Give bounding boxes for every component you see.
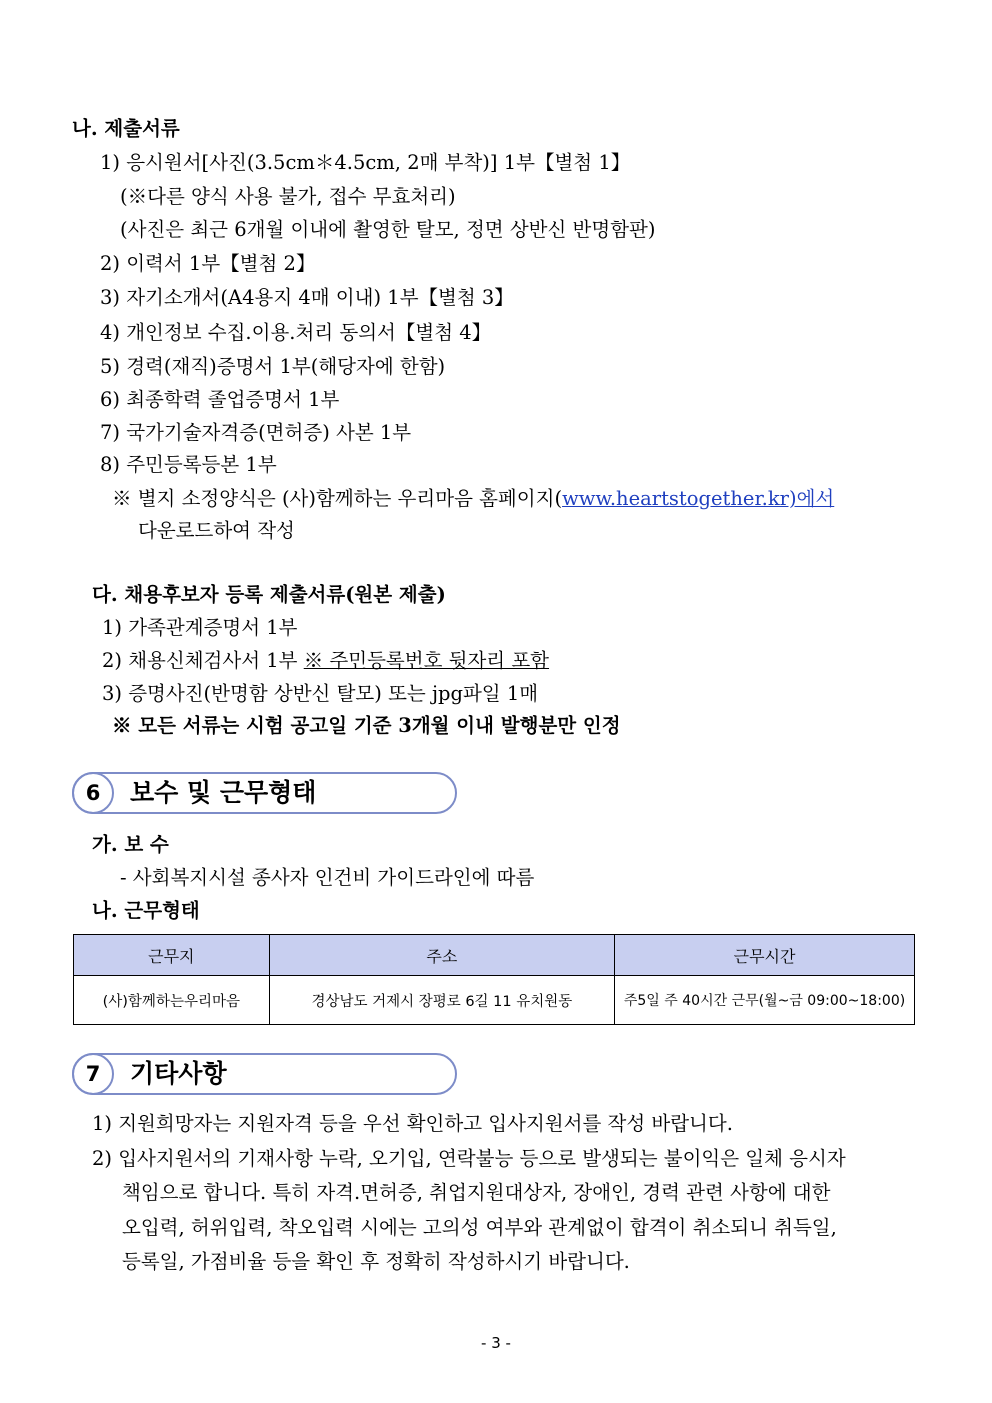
validity-notice: ※ 모든 서류는 시험 공고일 기준 3개월 이내 발행분만 인정 xyxy=(112,714,621,737)
underlined-note: ※ 주민등록번호 뒷자리 포함 xyxy=(303,649,550,672)
homepage-link[interactable]: www.heartstogether.kr)에서 xyxy=(562,487,835,510)
section-number: 7 xyxy=(72,1053,114,1095)
list-item-text: 2) 채용신체검사서 1부 xyxy=(102,649,304,672)
section-number: 6 xyxy=(72,772,114,814)
heading-submission-documents: 나. 제출서류 xyxy=(72,117,180,140)
notice-line: 1) 지원희망자는 지원자격 등을 우선 확인하고 입사지원서를 작성 바랍니다. xyxy=(92,1112,733,1135)
list-item: 6) 최종학력 졸업증명서 1부 xyxy=(100,388,340,411)
download-note xyxy=(112,486,834,512)
section-6-header xyxy=(72,772,457,814)
notice-line: 2) 입사지원서의 기재사항 누락, 오기입, 연락불능 등으로 발생되는 불이익은 일체 응시자 xyxy=(92,1147,846,1170)
list-item: 8) 주민등록등본 1부 xyxy=(100,453,277,476)
notice-line: 등록일, 가점비율 등을 확인 후 정확히 작성하시기 바랍니다. xyxy=(122,1250,630,1273)
table-cell: 주5일 주 40시간 근무(월~금 09:00~18:00) xyxy=(615,976,915,1025)
heading-candidate-documents: 다. 채용후보자 등록 제출서류(원본 제출) xyxy=(92,583,446,606)
list-item xyxy=(102,648,549,674)
list-item: 3) 증명사진(반명함 상반신 탈모) 또는 jpg파일 1매 xyxy=(102,682,539,705)
list-item: (※다른 양식 사용 불가, 접수 무효처리) xyxy=(120,185,456,208)
list-item: 2) 이력서 1부【별첨 2】 xyxy=(100,252,316,275)
table-header: 근무시간 xyxy=(615,935,915,976)
list-item: 5) 경력(재직)증명서 1부(해당자에 한함) xyxy=(100,355,446,378)
list-item: 3) 자기소개서(A4용지 4매 이내) 1부【별첨 3】 xyxy=(100,286,514,309)
list-item: 1) 가족관계증명서 1부 xyxy=(102,616,298,639)
table-header: 주소 xyxy=(269,935,614,976)
download-note-line2: 다운로드하여 작성 xyxy=(138,519,295,542)
table-row xyxy=(74,976,915,1025)
section-title: 보수 및 근무형태 xyxy=(130,778,317,807)
salary-text: - 사회복지시설 종사자 인건비 가이드라인에 따름 xyxy=(120,866,535,889)
list-item: 1) 응시원서[사진(3.5cm＊4.5cm, 2매 부착)] 1부【별첨 1】 xyxy=(100,151,631,174)
heading-salary: 가. 보 수 xyxy=(92,833,169,856)
notice-line: 오입력, 허위입력, 착오입력 시에는 고의성 여부와 관계없이 합격이 취소되니 취득일, xyxy=(122,1216,837,1239)
list-item: 7) 국가기술자격증(면허증) 사본 1부 xyxy=(100,421,412,444)
list-item: (사진은 최근 6개월 이내에 촬영한 탈모, 정면 상반신 반명함판) xyxy=(120,218,656,241)
heading-work-type: 나. 근무형태 xyxy=(92,899,200,922)
table-cell: 경상남도 거제시 장평로 6길 11 유치원동 xyxy=(269,976,614,1025)
note-prefix: ※ 별지 소정양식은 (사)함께하는 우리마음 홈페이지( xyxy=(112,487,563,510)
table-header: 근무지 xyxy=(74,935,270,976)
work-type-table xyxy=(73,934,915,1025)
table-cell: (사)함께하는우리마음 xyxy=(74,976,270,1025)
page-number: - 3 - xyxy=(481,1334,511,1352)
list-item: 4) 개인정보 수집.이용.처리 동의서【별첨 4】 xyxy=(100,321,492,344)
table-header-row xyxy=(74,935,915,976)
notice-line: 책임으로 합니다. 특히 자격.면허증, 취업지원대상자, 장애인, 경력 관련 사항에 대한 xyxy=(122,1181,831,1204)
section-title: 기타사항 xyxy=(130,1059,227,1088)
section-7-header xyxy=(72,1053,457,1095)
